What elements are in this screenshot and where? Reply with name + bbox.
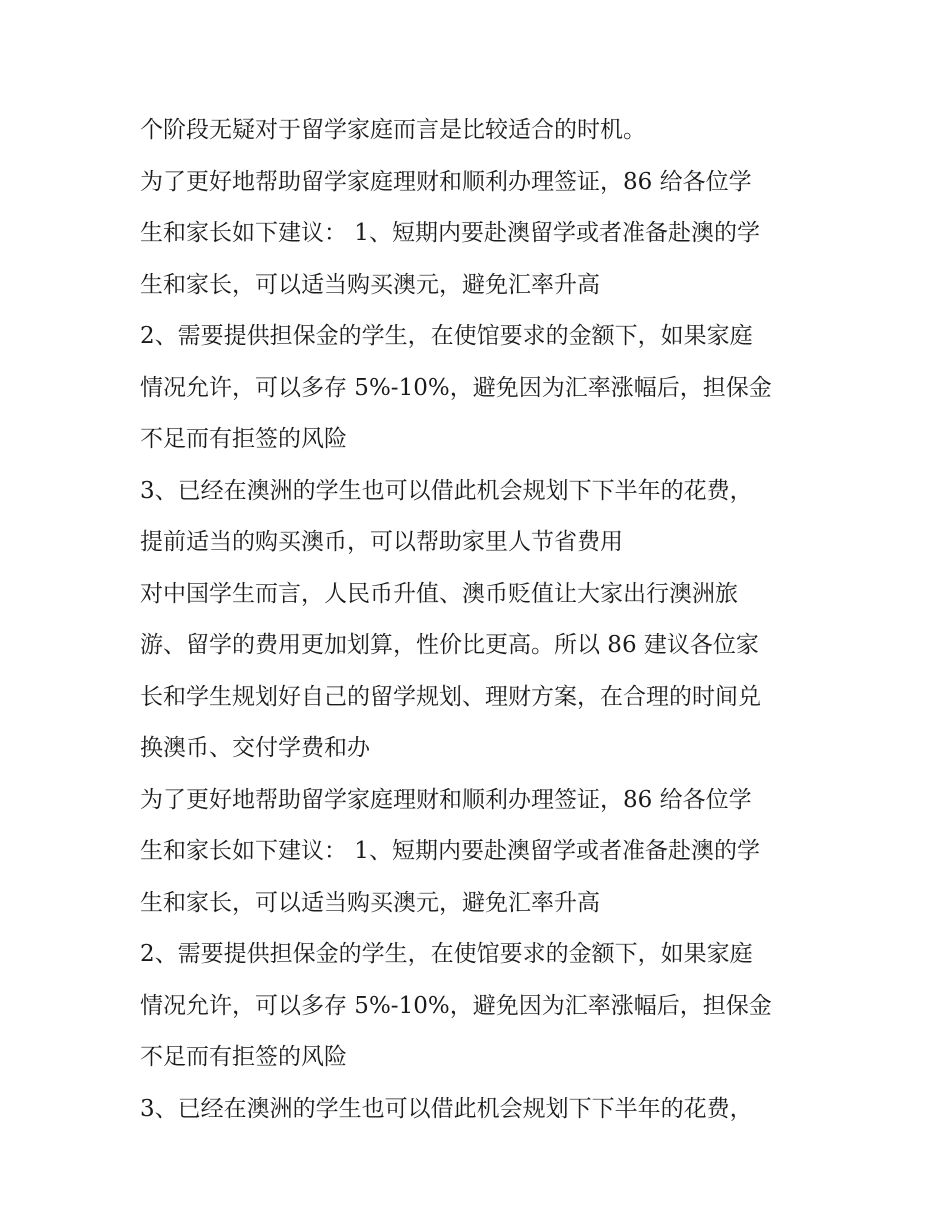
text-line: 情况允许，可以多存 5%-10%，避免因为汇率涨幅后，担保金 <box>140 992 772 1019</box>
document-body <box>140 105 820 1135</box>
text-line: 生和家长如下建议： 1、短期内要赴澳留学或者准备赴澳的学 <box>140 838 760 864</box>
text-line: 2、需要提供担保金的学生，在使馆要求的金额下，如果家庭 <box>140 323 753 349</box>
text-line: 对中国学生而言，人民币升值、澳币贬值让大家出行澳洲旅 <box>140 580 738 607</box>
text-line: 游、留学的费用更加划算，性价比更高。所以 86 建议各位家 <box>140 632 759 658</box>
text-line: 换澳币、交付学费和办 <box>140 735 370 761</box>
text-line: 3、已经在澳洲的学生也可以借此机会规划下下半年的花费， <box>140 477 753 504</box>
text-line: 不足而有拒签的风险 <box>140 426 347 452</box>
text-line: 为了更好地帮助留学家庭理财和顺利办理签证，86 给各位学 <box>140 786 752 813</box>
text-line: 生和家长，可以适当购买澳元，避免汇率升高 <box>140 271 600 298</box>
text-line: 情况允许，可以多存 5%-10%，避免因为汇率涨幅后，担保金 <box>140 374 772 401</box>
text-line: 2、需要提供担保金的学生，在使馆要求的金额下，如果家庭 <box>140 941 753 967</box>
text-line: 提前适当的购买澳币，可以帮助家里人节省费用 <box>140 529 623 555</box>
text-line: 个阶段无疑对于留学家庭而言是比较适合的时机。 <box>140 117 646 143</box>
text-line: 3、已经在澳洲的学生也可以借此机会规划下下半年的花费， <box>140 1095 753 1122</box>
text-line: 不足而有拒签的风险 <box>140 1044 347 1070</box>
text-line: 为了更好地帮助留学家庭理财和顺利办理签证，86 给各位学 <box>140 168 752 195</box>
text-line: 长和学生规划好自己的留学规划、理财方案，在合理的时间兑 <box>140 683 761 710</box>
text-line: 生和家长，可以适当购买澳元，避免汇率升高 <box>140 889 600 916</box>
text-line: 生和家长如下建议： 1、短期内要赴澳留学或者准备赴澳的学 <box>140 220 760 246</box>
